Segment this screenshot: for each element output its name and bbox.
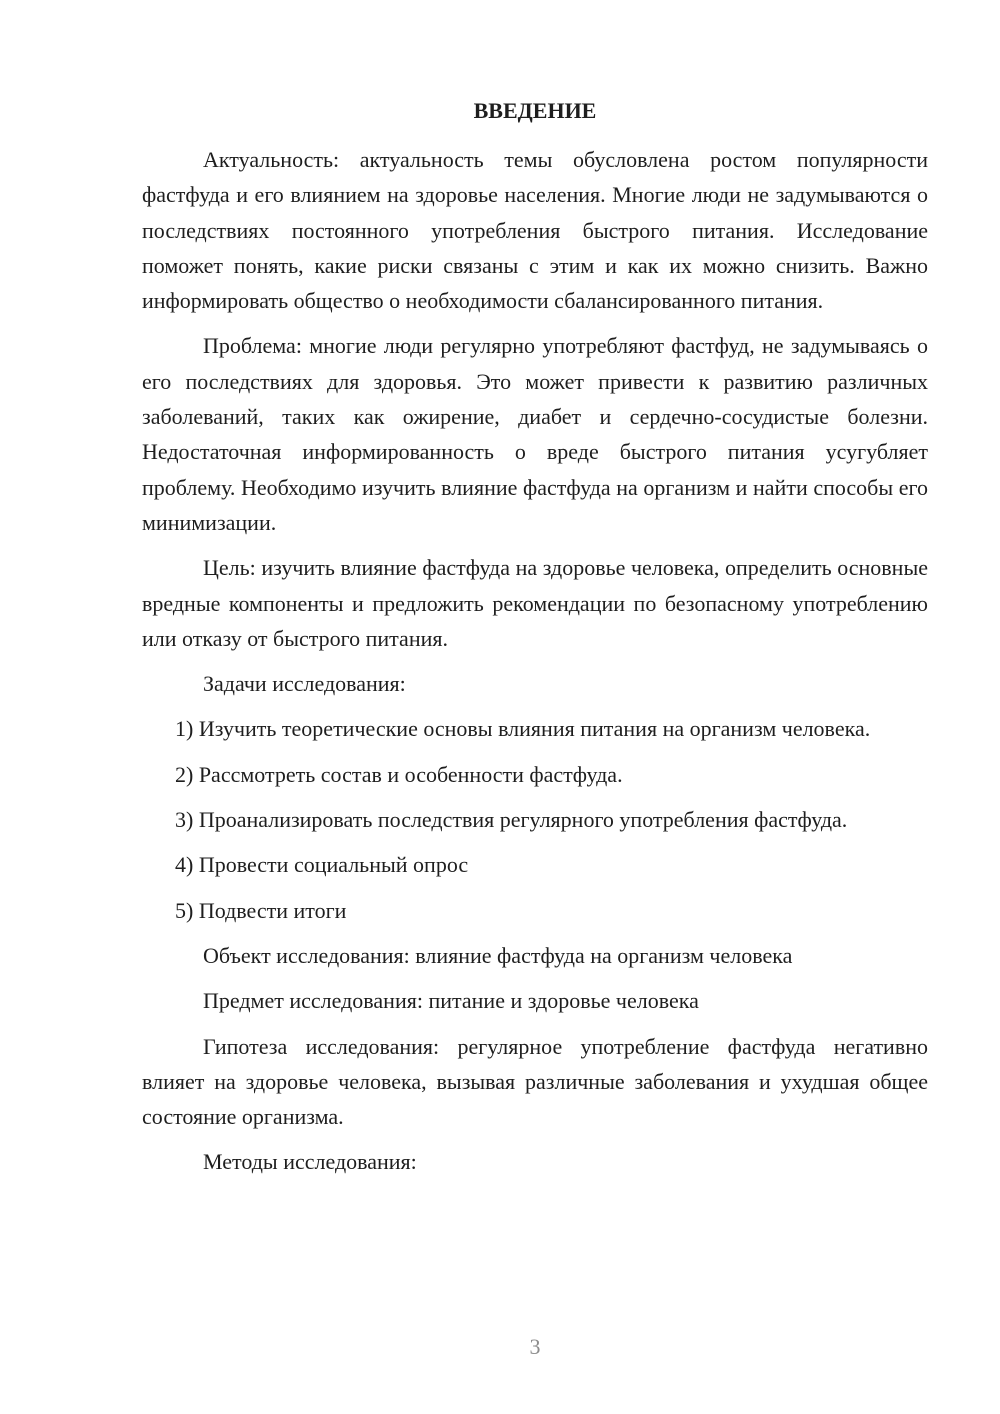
task-item: 5) Подвести итоги <box>175 897 347 923</box>
hypothesis-paragraph: Гипотеза исследования: регулярное употребление фастфуда негативно влияет на здоровье человека, вызывая различные заболевания и ухудшая общее состояние организма. <box>142 1033 928 1130</box>
subject-paragraph: Предмет исследования: питание и здоровье человека <box>203 988 699 1014</box>
page-number: 3 <box>529 1334 541 1359</box>
tasks-title: Задачи исследования: <box>203 671 406 697</box>
task-item: 1) Изучить теоретические основы влияния питания на организм человека. <box>175 716 871 742</box>
methods-title: Методы исследования: <box>203 1149 417 1175</box>
section-heading: ВВЕДЕНИЕ <box>473 98 597 123</box>
goal-paragraph: Цель: изучить влияние фастфуда на здоровье человека, определить основные вредные компоненты и предложить рекомендации по безопасному употреблению или отказу от быстрого питания. <box>142 555 928 651</box>
relevance-paragraph: Актуальность: актуальность темы обусловлена ростом популярности фастфуда и его влиянием на здоровье населения. Многие люди не задумываются о последствиях постоянного употребления быстрого питания. Исследование поможет понять, какие риски связаны с этим и как их можно снизить. Важно информировать общество о необходимости сбалансированного питания. <box>142 147 928 314</box>
document-body <box>142 142 928 1180</box>
object-paragraph: Объект исследования: влияние фастфуда на организм человека <box>203 942 793 968</box>
problem-paragraph: Проблема: многие люди регулярно употребляют фастфуд, не задумываясь о его последствиях для здоровья. Это может привести к развитию различных заболеваний, таких как ожирение, диабет и сердечно-сосудистые болезни. Недостаточная информированность о вреде быстрого питания усугубляет проблему. Необходимо изучить влияние фастфуда на организм и найти способы его минимизации. <box>142 333 928 535</box>
task-item: 3) Проанализировать последствия регулярного употребления фастфуда. <box>175 807 848 833</box>
task-item: 4) Провести социальный опрос <box>175 852 469 878</box>
task-item: 2) Рассмотреть состав и особенности фастфуда. <box>175 761 623 787</box>
